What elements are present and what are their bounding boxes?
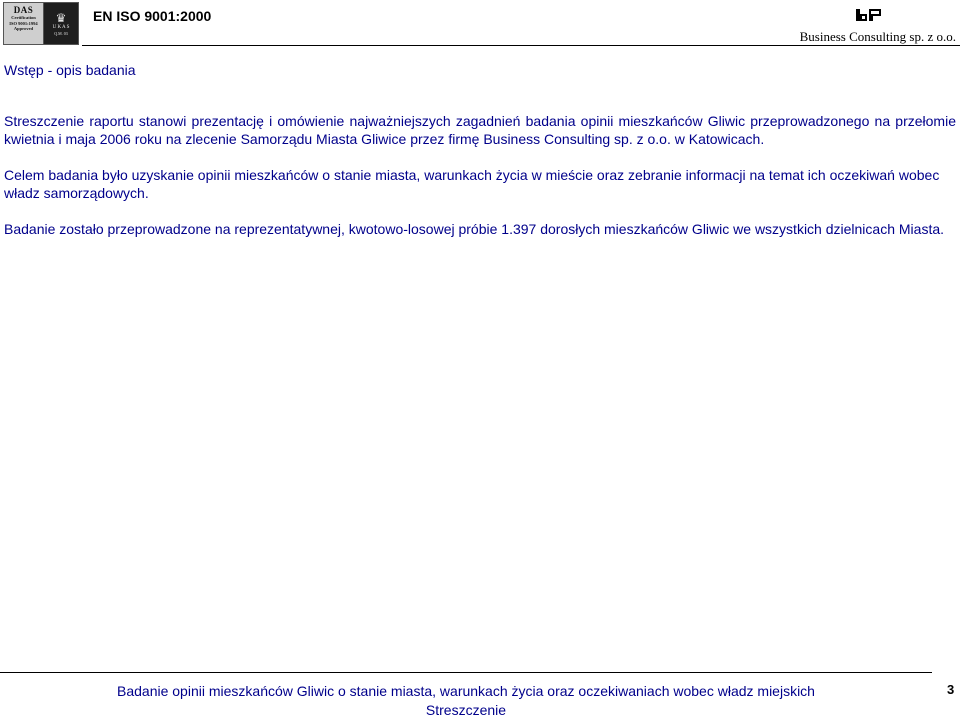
paragraph: Badanie zostało przeprowadzone na reprezentatywnej, kwotowo-losowej próbie 1.397 dorosłych mieszkańców Gliwic we wszystkich dzielnicach Miasta. (4, 221, 945, 237)
das-logo-title: DAS (13, 5, 34, 15)
footer-subtitle: Streszczenie (425, 702, 507, 718)
das-logo-line: Certification (11, 15, 36, 20)
page-number: 3 (947, 682, 955, 697)
section-title: Wstęp - opis badania (4, 62, 136, 78)
company-name: Business Consulting sp. z o.o. (799, 29, 956, 44)
company-logo-icon (856, 8, 882, 22)
paragraph: Celem badania było uzyskanie opinii mieszkańców o stanie miasta, warunkach życia w mieście oraz zebranie informacji na temat ich oczekiwań wobec władz samorządowych. (4, 167, 940, 201)
das-logo (4, 3, 44, 44)
header-standard: EN ISO 9001:2000 (93, 8, 212, 24)
ukas-logo-code: Q.M. 03 (54, 30, 68, 36)
ukas-logo-text: U K A S (52, 24, 70, 30)
footer (0, 682, 932, 720)
das-logo-line: ISO 9001:1994 (9, 20, 38, 26)
certification-logo (3, 2, 79, 45)
paragraph: Streszczenie raportu stanowi prezentację i omówienie najważniejszych zagadnień badania opinii mieszkańców Gliwic przeprowadzonego na przełomie kwietnia i maja 2006 roku na zlecenie Samorządu Miasta Gliwice przez firmę Business Consulting sp. z o.o. w Katowicach. (4, 113, 956, 147)
footer-title: Badanie opinii mieszkańców Gliwic o stanie miasta, warunkach życia oraz oczekiwaniach wobec władz miejskich (117, 683, 815, 699)
das-logo-line: Approved (13, 26, 34, 31)
crown-icon: ♛ (55, 10, 67, 25)
content-body (4, 112, 956, 256)
header-divider (82, 45, 960, 46)
ukas-logo (44, 3, 78, 44)
footer-divider (0, 672, 932, 673)
